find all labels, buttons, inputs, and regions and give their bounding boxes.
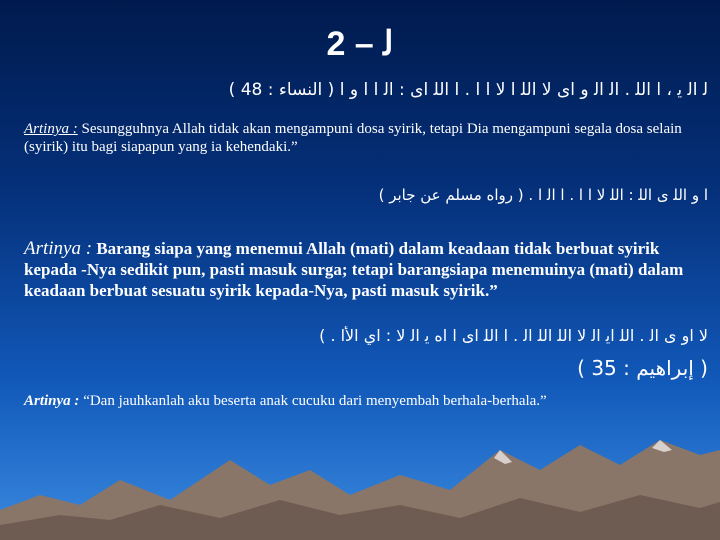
mountain-background (0, 400, 720, 540)
slide-title: 2 – ﻟ (326, 25, 394, 63)
translation-label: Artinya : (24, 238, 93, 259)
translation-text: Sesungguhnya Allah tidak akan mengampuni dosa syirik, tetapi Dia mengampuni segala dosa selain (syirik) itu bagi siapapun yang ia kehendaki.” (24, 121, 682, 155)
translation-text: “Dan jauhkanlah aku beserta anak cucuku dari menyembah berhala-berhala.” (83, 393, 547, 409)
hadith-translation (24, 238, 700, 301)
hadith-arabic: ﺍ ﻭ ﺍﻟﻠ ﻯ ﺍﻟﻠ : ﺍﻟﻠ ﻻ ﺍ ﺍ . ﺍ ﺍﻟ ﺍ . ( ﺭﻭﺍﻩ ﻣﺴﻠﻢ ﻋﻦ ﺟﺎﺑﺮ ) (378, 186, 708, 204)
translation-text: Barang siapa yang menemui Allah (mati) dalam keadaan tidak berbuat syirik kepada -Nya sedikit pun, pasti masuk surga; tetapi barangsiapa menemuinya (mati) dalam keadaan berbuat sesuatu syirik kepada-Nya, pasti masuk syirik.” (24, 239, 684, 300)
translation-label: Artinya : (24, 121, 78, 137)
translation-label: Artinya : (24, 393, 80, 409)
verse-2-arabic: ﻻ ﺍﻭ ﻯ ﺍﻟ . ﺍﻟﻠ ﺍﻳ ﺍﻟ ﻻ ﺍﻟﻠ ﺍﻟﻠ ﺍﻟ . ﺍ ﺍﻟﻠ ﺍﻯ ﺍ ﺍﻩ ﻳ ﺍﻟ ﻻ : ﺍﻱ ﺍﻷﺍ . ) (319, 326, 708, 345)
verse-1-arabic: ﻟ ﺍﻟ ﻳ ، ﺍ ﺍﻟﻠ . ﺍﻟ ﺍﻟ ﻭ ﺍﻯ ﻻ ﺍﻟﻠ ﺍ ﻻ ﺍ ﺍ . ﺍ ﺍﻟﻠ ﺍﻯ : ﺍﻟ ﺍ ﺍ ﻭ ﺍ ( ﺍﻟﻨﺴﺎﺀ : 48 ) (228, 80, 708, 100)
verse-1-translation (24, 120, 700, 156)
verse-2-reference: ( ﺇﺑﺮﺍﻫﻴﻢ : 35 ) (577, 356, 708, 380)
